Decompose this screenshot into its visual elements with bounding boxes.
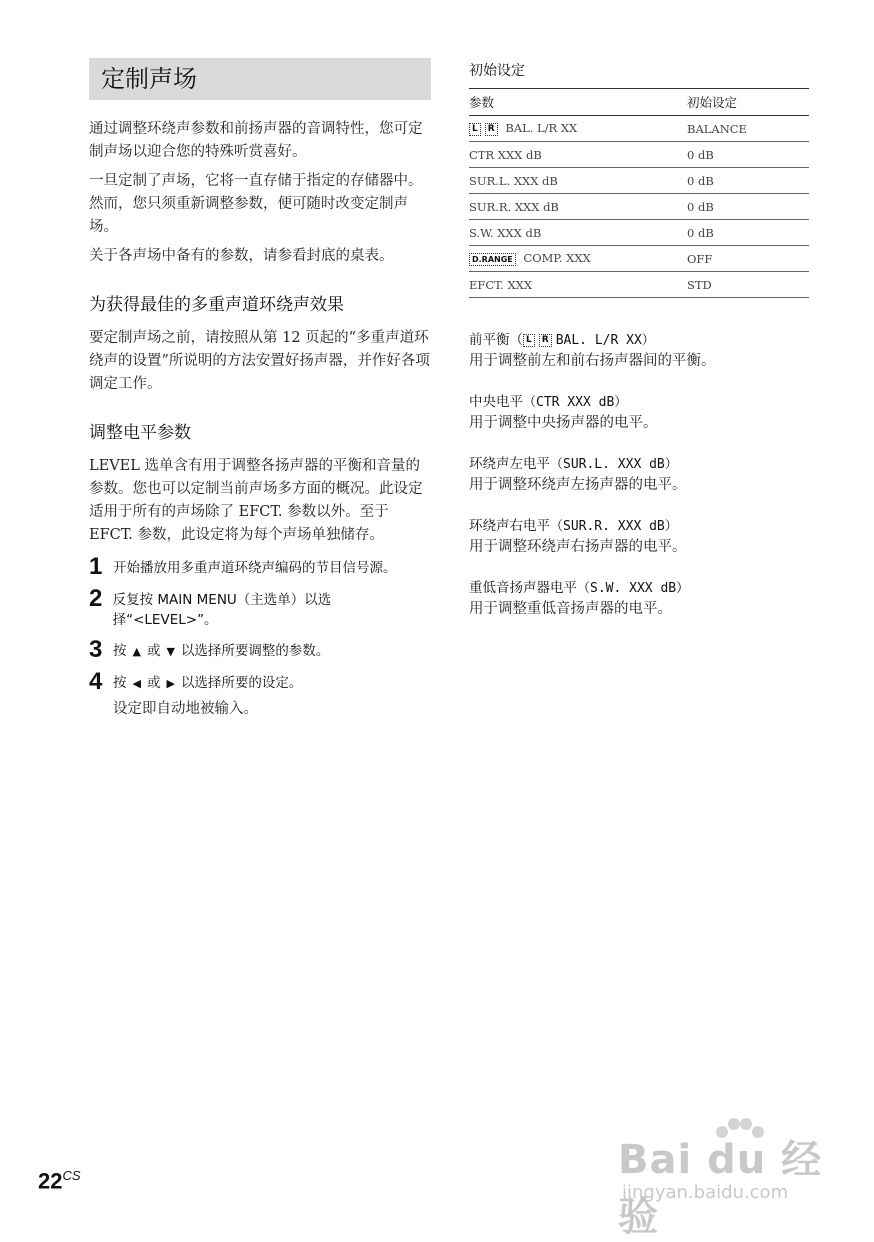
right-column (469, 58, 811, 620)
left-column (89, 58, 431, 721)
down-arrow-icon: ▼ (166, 645, 175, 658)
section-text-multichannel: 要定制声场之前，请按照从第 12 页起的“多重声道环绕声的设置”所说明的方法安置好扬声器，并作好各项调定工作。 (89, 330, 430, 392)
step-text-or: 或 (146, 643, 161, 659)
left-arrow-icon: ◀ (132, 677, 141, 690)
item-heading-surround-right: 环绕声右电平（SUR.R. XXX dB） (469, 518, 678, 534)
item-desc-subwoofer: 用于调整重低音扬声器的电平。 (469, 601, 672, 617)
param-cell: S.W. XXX dB (469, 220, 687, 246)
value-cell: STD (687, 272, 809, 298)
watermark-logo-text: Bai du 经验 (618, 1137, 823, 1240)
param-cell: SUR.L. XXX dB (469, 168, 687, 194)
step-1 (89, 555, 431, 579)
baidu-watermark (618, 1120, 828, 1240)
right-arrow-icon: ▶ (166, 677, 175, 690)
item-heading-surround-left: 环绕声左电平（SUR.L. XXX dB） (469, 456, 678, 472)
step-text (113, 670, 302, 694)
step-number: 1 (89, 553, 103, 580)
speaker-left-icon: L (523, 334, 535, 347)
watermark-url: jingyan.baidu.com (622, 1182, 789, 1203)
param-cell: COMP. XXX (523, 251, 591, 266)
table-row (469, 116, 809, 142)
section-heading-level: 调整电平参数 (89, 423, 191, 443)
value-cell: 0 dB (687, 142, 809, 168)
speaker-left-icon: L (469, 123, 481, 136)
step-number: 3 (89, 636, 103, 663)
speaker-right-icon: R (485, 123, 498, 136)
item-desc-balance: 用于调整前左和前右扬声器间的平衡。 (469, 353, 716, 369)
table-row (469, 194, 809, 220)
step-text: 反复按 MAIN MENU（主选单）以选择“<LEVEL>”。 (112, 592, 332, 628)
initial-settings-table (469, 88, 809, 298)
page-suffix: CS (62, 1168, 81, 1183)
intro-paragraph-1: 通过调整环绕声参数和前扬声器的音调特性，您可定制声场以迎合您的特殊听赏喜好。 (89, 121, 423, 160)
step-text-after: 以选择所要的设定。 (180, 675, 303, 691)
step-3 (89, 638, 431, 662)
step-text-after: 以选择所要调整的参数。 (180, 643, 330, 659)
item-desc-surround-right: 用于调整环绕声右扬声器的电平。 (469, 539, 687, 555)
section-text-level: LEVEL 选单含有用于调整各扬声器的平衡和音量的参数。您也可以定制当前声场多方面的概况。此设定适用于所有的声场除了 EFCT. 参数以外。至于 EFCT. 参数，此设定将为每个声场单独储存。 (89, 458, 423, 543)
step-text-before: 按 (113, 675, 127, 691)
step-text (113, 638, 329, 662)
table-row (469, 246, 809, 272)
value-cell: OFF (687, 246, 809, 272)
table-row (469, 272, 809, 298)
step-2 (89, 587, 431, 630)
value-cell: 0 dB (687, 220, 809, 246)
param-cell: BAL. L/R XX (505, 121, 578, 136)
value-cell: 0 dB (687, 168, 809, 194)
step-text-or: 或 (146, 675, 161, 691)
intro-paragraph-2: 一旦定制了声场，它将一直存储于指定的存储器中。然而，您只须重新调整参数，便可随时改变定制声场。 (89, 173, 423, 235)
param-cell: EFCT. XXX (469, 272, 687, 298)
step-4-note: 设定即自动地被输入。 (113, 701, 258, 717)
intro-paragraph-3: 关于各声场中备有的参数，请参看封底的桌表。 (89, 248, 394, 264)
value-cell: 0 dB (687, 194, 809, 220)
param-cell: SUR.R. XXX dB (469, 194, 687, 220)
page-number: $22^{CS}$ (38, 1168, 81, 1194)
step-number: 2 (89, 585, 103, 612)
up-arrow-icon: ▲ (132, 645, 141, 658)
param-cell: CTR XXX dB (469, 142, 687, 168)
table-row (469, 220, 809, 246)
table-row (469, 168, 809, 194)
step-text-before: 按 (113, 643, 127, 659)
speaker-right-icon: R (539, 334, 552, 347)
table-row (469, 142, 809, 168)
table-header-row (469, 89, 809, 116)
d-range-icon: D.RANGE (469, 253, 516, 266)
step-text: 开始播放用多重声道环绕声编码的节目信号源。 (113, 560, 397, 576)
table-header-default: 初始设定 (687, 89, 809, 116)
step-4 (89, 670, 431, 694)
page-title: 定制声场 (89, 58, 431, 100)
item-heading-balance: 前平衡（ L R BAL. L/R XX） (469, 332, 655, 348)
table-caption: 初始设定 (469, 63, 525, 79)
table-header-param: 参数 (469, 89, 687, 116)
item-heading-center: 中央电平（CTR XXX dB） (469, 394, 628, 410)
value-cell: BALANCE (687, 116, 809, 142)
step-number: 4 (89, 668, 103, 695)
section-heading-multichannel: 为获得最佳的多重声道环绕声效果 (89, 295, 344, 315)
item-desc-surround-left: 用于调整环绕声左扬声器的电平。 (469, 477, 687, 493)
item-heading-subwoofer: 重低音扬声器电平（S.W. XXX dB） (469, 580, 690, 596)
item-desc-center: 用于调整中央扬声器的电平。 (469, 415, 658, 431)
